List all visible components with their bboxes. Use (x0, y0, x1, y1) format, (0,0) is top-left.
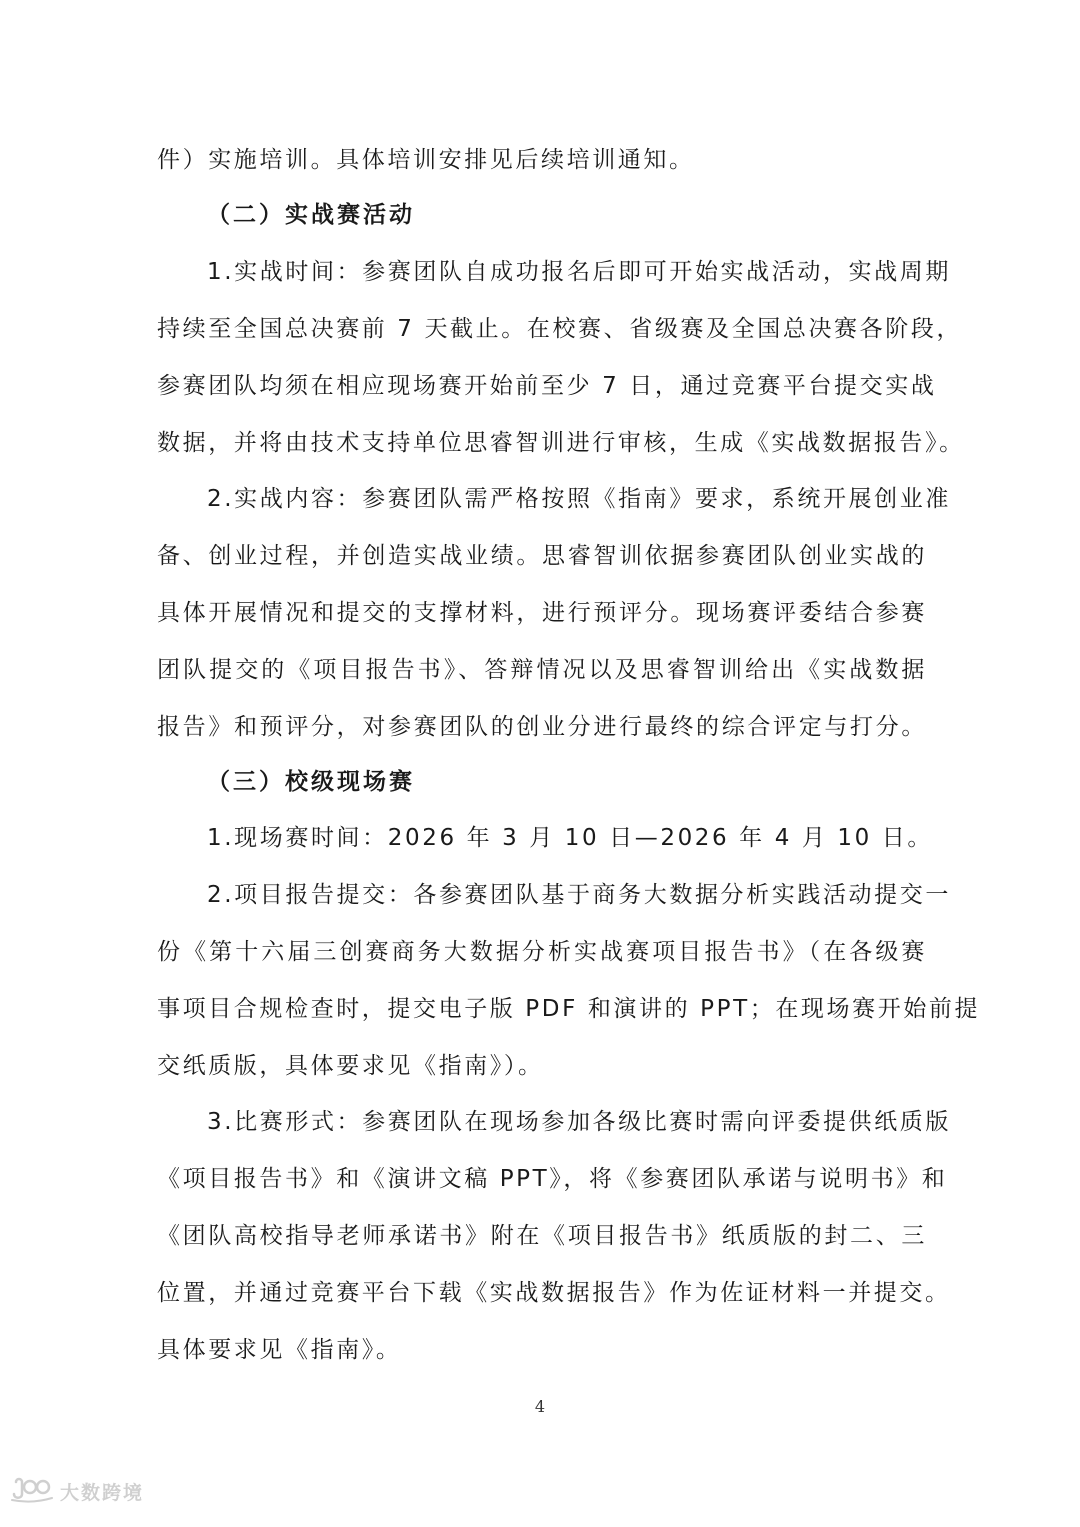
paragraph-line: 事项目合规检查时，提交电子版 PDF 和演讲的 PPT；在现场赛开始前提 (157, 996, 981, 1022)
section-heading-campus: （三）校级现场赛 (207, 769, 415, 795)
paragraph-line: 2.项目报告提交：各参赛团队基于商务大数据分析实践活动提交一 (207, 882, 951, 908)
paragraph-line: 《项目报告书》和《演讲文稿 PPT》，将《参赛团队承诺与说明书》和 (157, 1166, 948, 1192)
paragraph-line: 2.实战内容：参赛团队需严格按照《指南》要求，系统开展创业准 (207, 486, 951, 512)
paragraph-line: 具体要求见《指南》。 (157, 1337, 402, 1363)
section-heading-practice: （二）实战赛活动 (207, 202, 415, 228)
paragraph-line: 报告》和预评分，对参赛团队的创业分进行最终的综合评定与打分。 (157, 714, 927, 740)
paragraph-line: 1.现场赛时间：2026 年 3 月 10 日—2026 年 4 月 10 日。 (207, 825, 933, 851)
paragraph-line: 件）实施培训。具体培训安排见后续培训通知。 (157, 147, 695, 173)
watermark-text: 大数跨境 (60, 1481, 145, 1504)
paragraph-line: 《团队高校指导老师承诺书》附在《项目报告书》纸质版的封二、三 (157, 1223, 927, 1249)
brand-logo-icon (10, 1474, 54, 1508)
paragraph-line: 3.比赛形式：参赛团队在现场参加各级比赛时需向评委提供纸质版 (207, 1109, 951, 1135)
paragraph-line: 1.实战时间：参赛团队自成功报名后即可开始实战活动，实战周期 (207, 259, 951, 285)
paragraph-line: 团队提交的《项目报告书》、答辩情况以及思睿智训给出《实战数据 (157, 657, 927, 683)
paragraph-line: 持续至全国总决赛前 7 天截止。在校赛、省级赛及全国总决赛各阶段， (157, 316, 963, 342)
paragraph-line: 份《第十六届三创赛商务大数据分析实战赛项目报告书》（在各级赛 (157, 939, 927, 965)
paragraph-line: 交纸质版，具体要求见《指南》）。 (157, 1053, 544, 1079)
paragraph-line: 数据，并将由技术支持单位思睿智训进行审核，生成《实战数据报告》。 (157, 430, 965, 456)
paragraph-line: 位置，并通过竞赛平台下载《实战数据报告》作为佐证材料一并提交。 (157, 1280, 951, 1306)
paragraph-line: 参赛团队均须在相应现场赛开始前至少 7 日，通过竞赛平台提交实战 (157, 373, 937, 399)
paragraph-line: 备、创业过程，并创造实战业绩。思睿智训依据参赛团队创业实战的 (157, 543, 927, 569)
paragraph-line: 具体开展情况和提交的支撑材料，进行预评分。现场赛评委结合参赛 (157, 600, 927, 626)
page-number: 4 (534, 1397, 546, 1416)
watermark (10, 1474, 144, 1508)
